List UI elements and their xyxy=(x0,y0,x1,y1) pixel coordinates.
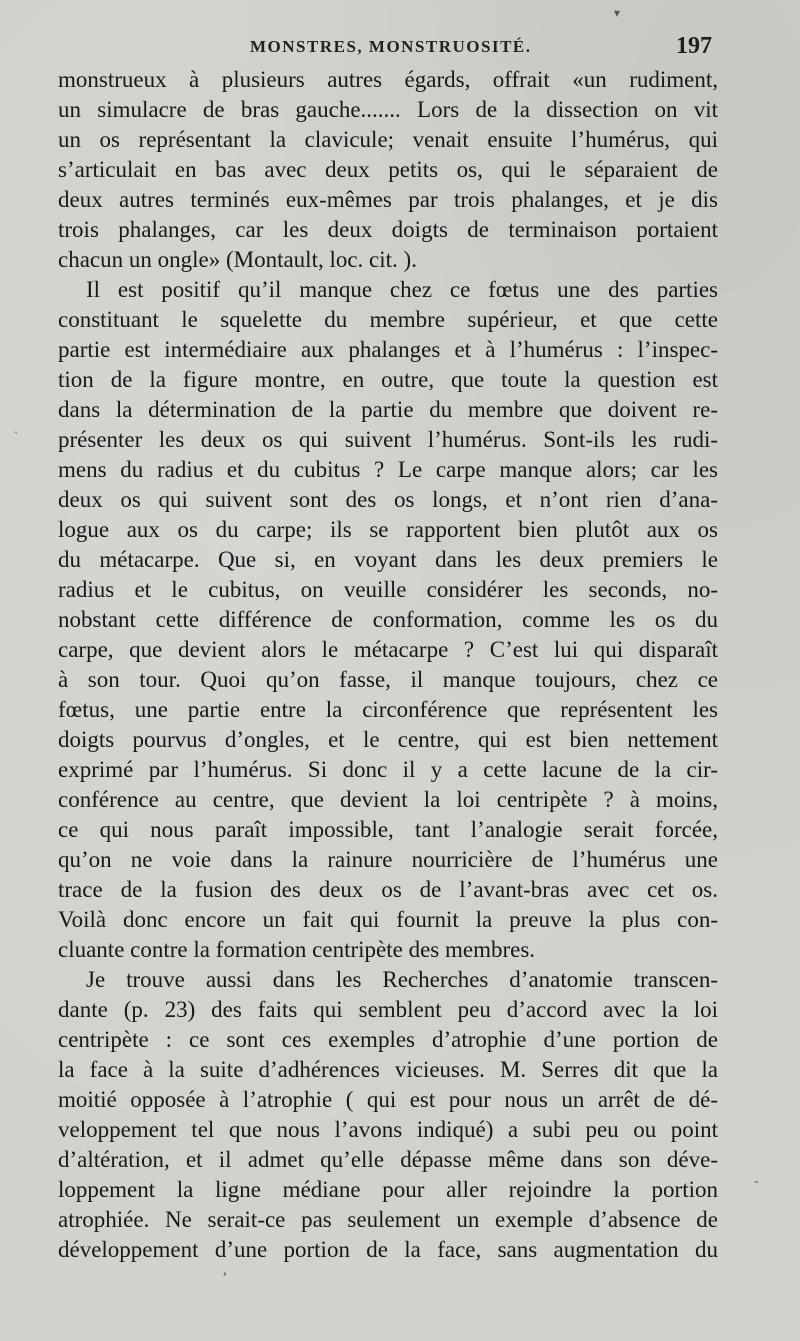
text-line: logue aux os du carpe; ils se rapportent bien plutôt aux os xyxy=(58,517,718,542)
text-line: trace de la fusion des deux os de l’avant-bras avec cet os. xyxy=(58,877,718,902)
text-line: du métacarpe. Que si, en voyant dans les deux premiers le xyxy=(58,547,718,572)
text-line: partie est intermédiaire aux phalanges et à l’humérus : l’inspec- xyxy=(58,337,718,362)
running-header xyxy=(0,33,800,61)
text-line: qu’on ne voie dans la rainure nourricière de l’humérus une xyxy=(58,847,718,872)
text-line: conférence au centre, que devient la loi centripète ? à moins, xyxy=(58,787,718,812)
text-line: carpe, que devient alors le métacarpe ? C’est lui qui disparaît xyxy=(58,637,718,662)
text-line: fœtus, une partie entre la circonférence que représentent les xyxy=(58,697,718,722)
text-line: d’altération, et il admet qu’elle dépasse même dans son déve- xyxy=(58,1147,718,1172)
body-text xyxy=(58,65,718,1265)
ink-speck: ▾ xyxy=(614,6,621,20)
text-line: cluante contre la formation centripète des membres. xyxy=(58,937,536,962)
page-number: 197 xyxy=(676,33,712,59)
text-line: mens du radius et du cubitus ? Le carpe manque alors; car les xyxy=(58,457,718,482)
text-line: constituant le squelette du membre supérieur, et que cette xyxy=(58,307,718,332)
running-title: MONSTRES, MONSTRUOSITÉ. xyxy=(250,37,532,56)
text-line: veloppement tel que nous l’avons indiqué) a subi peu ou point xyxy=(58,1117,718,1142)
text-line: Voilà donc encore un fait qui fournit la preuve la plus con- xyxy=(58,907,718,932)
text-line: monstrueux à plusieurs autres égards, offrait «un rudiment, xyxy=(58,67,718,92)
text-line: deux os qui suivent sont des os longs, et n’ont rien d’ana- xyxy=(58,487,718,512)
text-line: doigts pourvus d’ongles, et le centre, qui est bien nettement xyxy=(58,727,718,752)
text-line: un simulacre de bras gauche....... Lors de la dissection on vit xyxy=(58,97,718,122)
text-line: tion de la figure montre, en outre, que toute la question est xyxy=(58,367,718,392)
ink-speck: ˎ xyxy=(14,420,18,434)
text-line: deux autres terminés eux-mêmes par trois phalanges, et je dis xyxy=(58,187,718,212)
ink-speck: ʼ xyxy=(222,1270,228,1287)
text-line: s’articulait en bas avec deux petits os, qui le séparaient de xyxy=(58,157,718,182)
text-line: dante (p. 23) des faits qui semblent peu d’accord avec la loi xyxy=(58,997,718,1022)
text-line: présenter les deux os qui suivent l’humérus. Sont-ils les rudi- xyxy=(58,427,718,452)
text-line: radius et le cubitus, on veuille considérer les seconds, no- xyxy=(58,577,718,602)
text-line: centripète : ce sont ces exemples d’atrophie d’une portion de xyxy=(58,1027,718,1052)
text-line: ce qui nous paraît impossible, tant l’analogie serait forcée, xyxy=(58,817,718,842)
text-line: trois phalanges, car les deux doigts de terminaison portaient xyxy=(58,217,718,242)
text-line: à son tour. Quoi qu’on fasse, il manque toujours, chez ce xyxy=(58,667,718,692)
text-line: loppement la ligne médiane pour aller rejoindre la portion xyxy=(58,1177,718,1202)
text-line: Il est positif qu’il manque chez ce fœtus une des parties xyxy=(86,277,718,302)
text-line: dans la détermination de la partie du membre que doivent re- xyxy=(58,397,718,422)
text-line: un os représentant la clavicule; venait ensuite l’humérus, qui xyxy=(58,127,718,152)
text-line: Je trouve aussi dans les Recherches d’anatomie transcen- xyxy=(86,967,718,992)
text-line: nobstant cette différence de conformation, comme les os du xyxy=(58,607,718,632)
text-line: la face à la suite d’adhérences vicieuses. M. Serres dit que la xyxy=(58,1057,718,1082)
text-line: moitié opposée à l’atrophie ( qui est pour nous un arrêt de dé- xyxy=(58,1087,718,1112)
ink-speck: - xyxy=(754,1174,759,1189)
text-line: chacun un ongle» (Montault, loc. cit. ). xyxy=(58,247,417,272)
text-line: exprimé par l’humérus. Si donc il y a cette lacune de la cir- xyxy=(58,757,718,782)
text-line: atrophiée. Ne serait-ce pas seulement un exemple d’absence de xyxy=(58,1207,718,1232)
text-line: développement d’une portion de la face, sans augmentation du xyxy=(58,1237,718,1262)
